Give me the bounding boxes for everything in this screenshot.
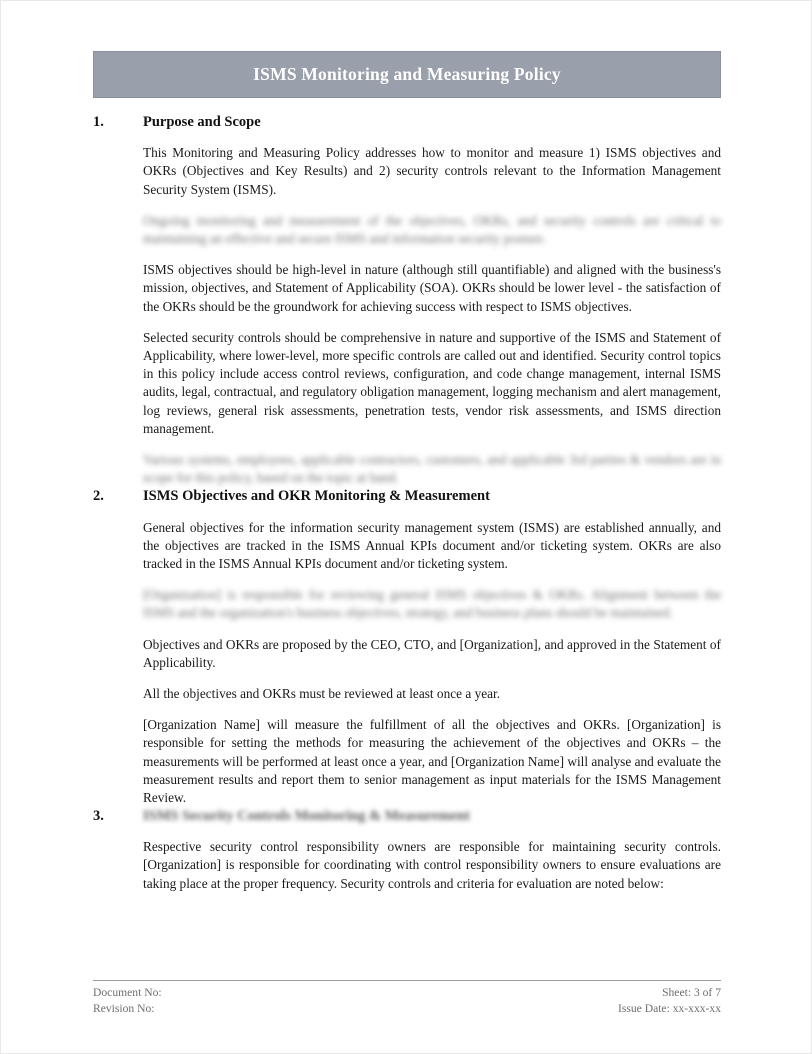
- section-number: 1.: [93, 114, 104, 130]
- redacted-paragraph: Various systems, employees, applicable contractors, customers, and applicable 3rd parties & vendors are in scope for this policy, based on the topic at hand.: [143, 451, 721, 486]
- document-body: [93, 113, 721, 893]
- footer-issue-date: Issue Date: xx-xxx-xx: [617, 1002, 721, 1016]
- document-section: [93, 807, 721, 893]
- body-paragraph: ISMS objectives should be high-level in nature (although still quantifiable) and aligned with the business's mission, objectives, and Statement of Applicability (SOA). OKRs should be lower level - the satisfaction of the OKRs should be the groundwork for achieving success with respect to ISMS objectives.: [143, 262, 721, 314]
- section-title: Purpose and Scope: [143, 114, 261, 130]
- body-paragraph: Respective security control responsibility owners are responsible for maintaining security controls. [Organization] is responsible for coordinating with control responsibility owners to ensure evaluations are taking place at the proper frequency. Security controls and criteria for evaluation are noted below:: [143, 839, 721, 891]
- body-paragraph: [Organization Name] will measure the fulfillment of all the objectives and OKRs. [Organization] is responsible for setting the methods for measuring the achievement of the objectives and OKRs – the measurements will be performed at least once a year, and [Organization Name] will analyse and evaluate the measurement results and report them to senior management as input materials for the ISMS Management Review.: [143, 717, 721, 805]
- body-paragraph: Selected security controls should be comprehensive in nature and supportive of the ISMS and Statement of Applicability, where lower-level, more specific controls are called out and identified. Security control topics in this policy include access control reviews, configuration, and code change management, internal ISMS audits, legal, contractual, and regulatory obligation management, logging mechanism and alert management, log reviews, general risk assessments, penetration tests, vendor risk assessments, and ISMS direction management.: [143, 329, 721, 436]
- page-title: ISMS Monitoring and Measuring Policy: [253, 63, 561, 84]
- page-footer: [93, 980, 721, 1018]
- footer-revision-no: Revision No:: [93, 1002, 155, 1016]
- document-section: [93, 487, 721, 807]
- document-section: [93, 113, 721, 487]
- body-paragraph: This Monitoring and Measuring Policy addresses how to monitor and measure 1) ISMS objectives and OKRs (Objectives and Key Results) and 2) security controls relevant to the Information Management Security System (ISMS).: [143, 145, 721, 197]
- footer-right-block: [618, 985, 721, 1018]
- section-heading: [93, 487, 721, 505]
- redacted-paragraph: Ongoing monitoring and measurement of the objectives, OKRs, and security controls are critical to maintaining an effective and secure ISMS and information security posture.: [143, 212, 721, 246]
- footer-sheet-number: Sheet: 3 of 7: [662, 986, 721, 999]
- section-heading: [93, 807, 721, 825]
- footer-document-no: Document No:: [93, 986, 162, 999]
- section-number: 3.: [93, 808, 104, 825]
- document-title-banner: [93, 51, 721, 98]
- section-number: 2.: [93, 488, 104, 505]
- section-heading: [93, 113, 721, 131]
- body-paragraph: General objectives for the information security management system (ISMS) are established annually, and the objectives are tracked in the ISMS Annual KPIs document and/or ticketing system. OKRs are also tracked in the ISMS Annual KPIs document and/or ticketing system.: [143, 519, 721, 571]
- redacted-paragraph: [Organization] is responsible for reviewing general ISMS objectives & OKRs. Alignment between the ISMS and the organization's business objectives, strategy, and business plans should be maintained.: [143, 587, 721, 621]
- section-title: ISMS Objectives and OKR Monitoring & Measurement: [143, 488, 490, 505]
- footer-left-block: [93, 985, 162, 1018]
- body-paragraph: All the objectives and OKRs must be reviewed at least once a year.: [143, 685, 501, 701]
- page-content-area: [93, 1, 721, 1054]
- body-paragraph: Objectives and OKRs are proposed by the CEO, CTO, and [Organization], and approved in the Statement of Applicability.: [143, 636, 721, 670]
- section-title: ISMS Security Controls Monitoring & Measurement: [143, 808, 470, 825]
